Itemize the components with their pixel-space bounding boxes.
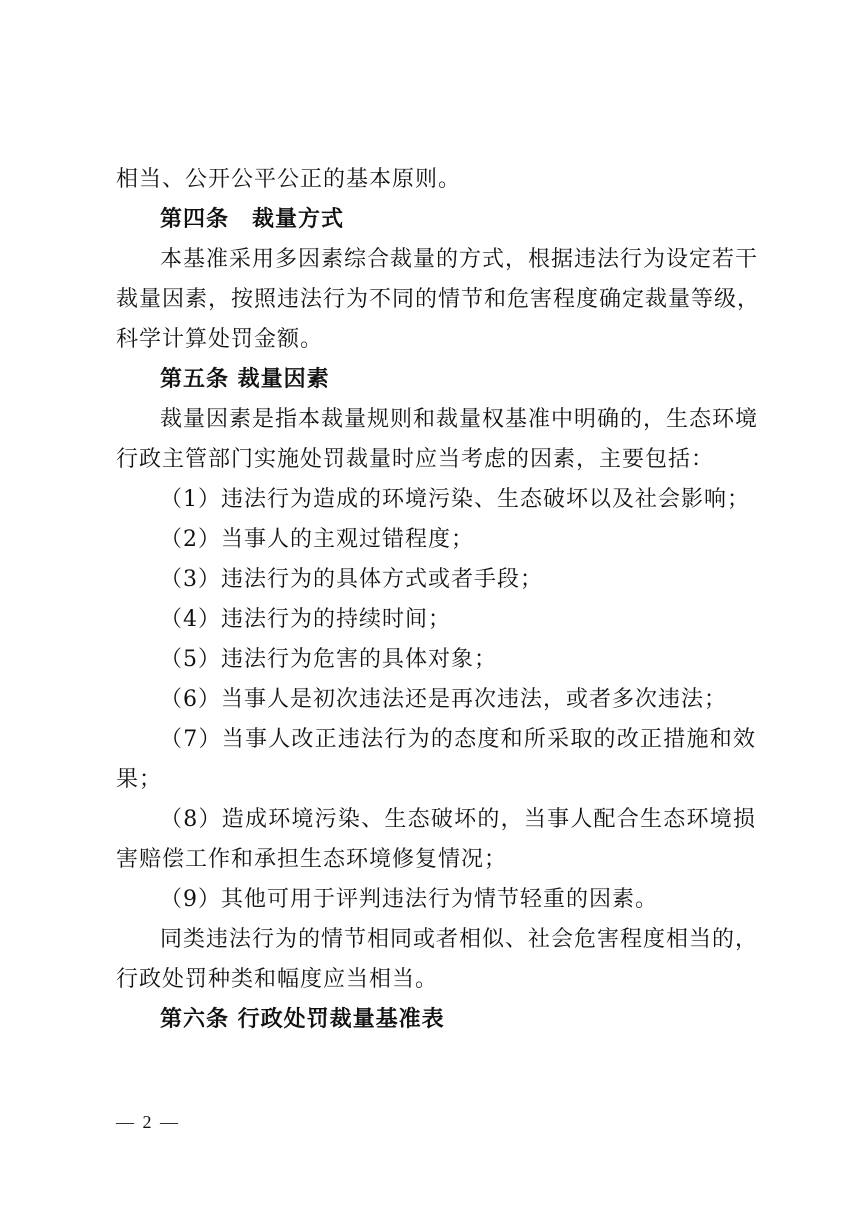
factor-item-2: （2）当事人的主观过错程度； xyxy=(160,527,474,552)
body-text-line: 行政主管部门实施处罚裁量时应当考虑的因素，主要包括： xyxy=(116,447,715,472)
factor-item-8: （8）造成环境污染、生态破坏的，当事人配合生态环境损 xyxy=(160,807,756,832)
body-text-line: 行政处罚种类和幅度应当相当。 xyxy=(116,967,439,992)
page-number: — 2 — xyxy=(116,1112,180,1132)
body-text-line: 裁量因素，按照违法行为不同的情节和危害程度确定裁量等级， xyxy=(116,287,761,312)
body-text-line: 同类违法行为的情节相同或者相似、社会危害程度相当的， xyxy=(160,927,759,952)
body-text-line: 裁量因素是指本裁量规则和裁量权基准中明确的，生态环境 xyxy=(160,407,759,432)
article-six-heading: 第六条 行政处罚裁量基准表 xyxy=(160,1007,445,1032)
article-five-heading: 第五条 裁量因素 xyxy=(160,367,330,392)
body-text-line: 相当、公开公平公正的基本原则。 xyxy=(116,167,462,192)
factor-item-3: （3）违法行为的具体方式或者手段； xyxy=(160,567,543,592)
factor-item-4: （4）违法行为的持续时间； xyxy=(160,607,451,632)
body-text-line: 科学计算处罚金额。 xyxy=(116,327,324,352)
factor-item-7: （7）当事人改正违法行为的态度和所采取的改正措施和效 xyxy=(160,727,756,752)
factor-item-8-continuation: 害赔偿工作和承担生态环境修复情况； xyxy=(116,847,508,872)
article-four-heading: 第四条 裁量方式 xyxy=(160,207,345,232)
factor-item-9: （9）其他可用于评判违法行为情节轻重的因素。 xyxy=(160,887,658,912)
factor-item-1: （1）违法行为造成的环境污染、生态破坏以及社会影响； xyxy=(160,487,750,512)
factor-item-7-continuation: 果； xyxy=(116,767,163,792)
factor-item-6: （6）当事人是初次违法还是再次违法，或者多次违法； xyxy=(160,687,727,712)
body-text-line: 本基准采用多因素综合裁量的方式，根据违法行为设定若干 xyxy=(160,247,759,272)
factor-item-5: （5）违法行为危害的具体对象； xyxy=(160,647,497,672)
